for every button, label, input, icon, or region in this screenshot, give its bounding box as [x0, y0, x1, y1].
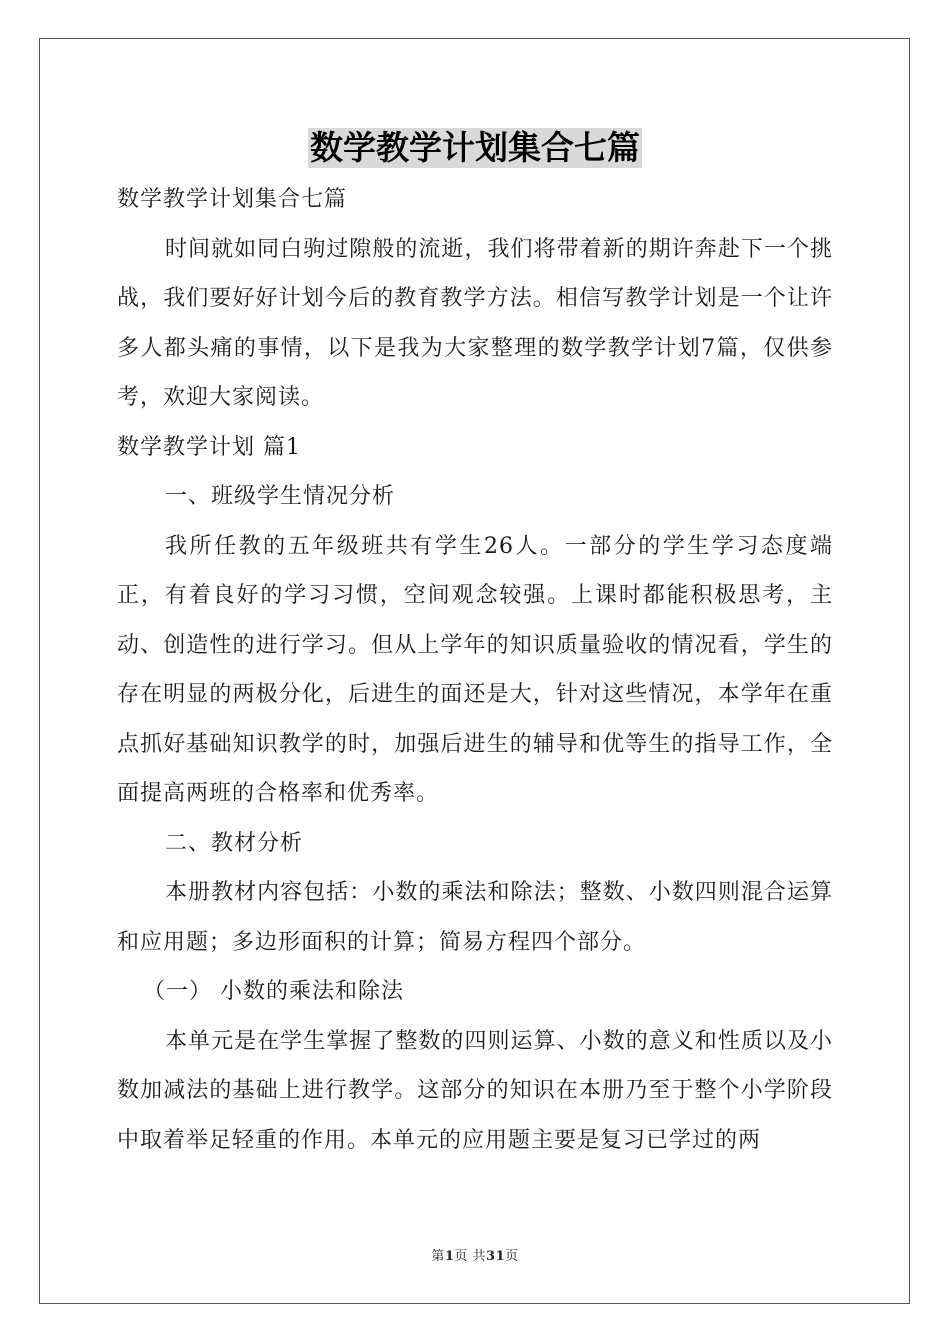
- footer-suffix: 页: [505, 1249, 519, 1264]
- footer-page-number: 1: [444, 1249, 455, 1264]
- title-container: [0, 128, 950, 168]
- subsection-heading: 一、班级学生情况分析: [165, 484, 396, 509]
- paragraph: 本册教材内容包括：小数的乘法和除法；整数、小数四则混合运算和应用题；多边形面积的计算；简易方程四个部分。: [117, 880, 833, 955]
- footer-mid: 页 共: [454, 1249, 487, 1264]
- paragraph: 我所任教的五年级班共有学生26人。一部分的学生学习态度端正，有着良好的学习习惯，空间观念较强。上课时都能积极思考，主动、创造性的进行学习。但从上学年的知识质量验收的情况看，学生的存在明显的两极分化，后进生的面还是大，针对这些情况，本学年在重点抓好基础知识教学的时，加强后进生的辅导和优等生的指导工作，全面提高两班的合格率和优秀率。: [117, 533, 833, 806]
- page-footer: [0, 1245, 950, 1264]
- paragraph: 时间就如同白驹过隙般的流逝，我们将带着新的期许奔赴下一个挑战，我们要好好计划今后的教育教学方法。相信写教学计划是一个让许多人都头痛的事情，以下是我为大家整理的数学教学计划7篇，仅供参考，欢迎大家阅读。: [117, 236, 833, 410]
- paragraph: 本单元是在学生掌握了整数的四则运算、小数的意义和性质以及小数加减法的基础上进行教学。这部分的知识在本册乃至于整个小学阶段中取着举足轻重的作用。本单元的应用题主要是复习已学过的两: [117, 1028, 833, 1153]
- subsection-heading: 二、教材分析: [165, 830, 304, 856]
- document-body: [117, 175, 833, 1165]
- paragraph: 数学教学计划集合七篇: [117, 187, 348, 212]
- subsection-heading: （一） 小数的乘法和除法: [143, 979, 404, 1004]
- footer-total-pages: 31: [486, 1249, 506, 1264]
- footer-prefix: 第: [431, 1249, 445, 1264]
- document-title: 数学教学计划集合七篇: [310, 128, 640, 167]
- section-heading: 数学教学计划 篇1: [117, 434, 301, 460]
